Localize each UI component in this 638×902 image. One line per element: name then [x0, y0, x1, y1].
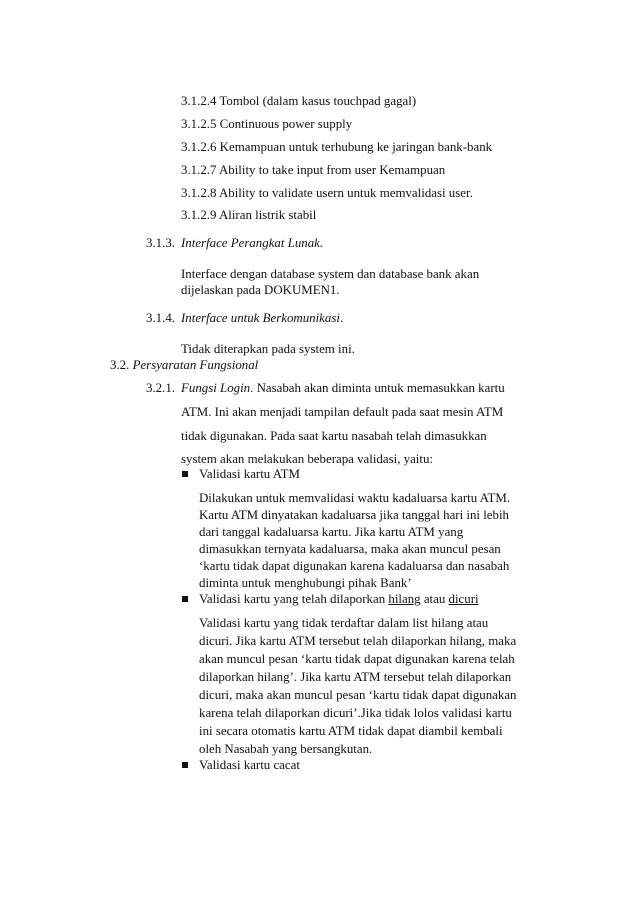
bullet-2-body-line: dicuri. Jika kartu ATM tersebut telah dilaporkan hilang, maka: [199, 634, 517, 648]
section-3-1-4-body: Tidak diterapkan pada system ini.: [181, 342, 355, 356]
bullet-validasi-kartu-hilang-dicuri: [199, 591, 479, 607]
bullet-1-body-line: Dilakukan untuk memvalidasi waktu kadaluarsa kartu ATM.: [199, 491, 511, 505]
bullet-2-body-line: ini secara otomatis kartu ATM tidak dapat diambil kembali: [199, 724, 503, 738]
section-3-1-3-title: Interface Perangkat Lunak.: [181, 236, 324, 250]
bullet-marker: [182, 596, 188, 602]
bullet-validasi-kartu-atm: Validasi kartu ATM: [199, 467, 300, 481]
bullet-1-body-line: dari tanggal kadaluarsa kartu. Jika kartu ATM yang: [199, 525, 464, 539]
bullet-2-body-line: oleh Nasabah yang bersangkutan.: [199, 742, 373, 756]
section-3-2-number: 3.2.: [110, 358, 130, 372]
subitem-3128: 3.1.2.8 Ability to validate usern untuk memvalidasi user.: [181, 186, 473, 200]
bullet-1-body-line: Kartu ATM dinyatakan kadaluarsa jika tanggal hari ini lebih: [199, 508, 509, 522]
bullet-2-label-dicuri: dicuri: [448, 592, 479, 606]
bullet-1-body-line: diminta untuk menghubungi pihak Bank’: [199, 576, 412, 590]
bullet-1-body-line: dimasukkan ternyata kadaluarsa, maka akan muncul pesan: [199, 542, 501, 556]
bullet-2-body-line: Validasi kartu yang tidak terdaftar dalam list hilang atau: [199, 616, 489, 630]
section-3-1-3-body-line: Interface dengan database system dan database bank akan: [181, 267, 480, 281]
subitem-3125: 3.1.2.5 Continuous power supply: [181, 117, 353, 131]
section-3-2-1-title: Fungsi Login: [181, 381, 251, 395]
section-3-2-heading: [110, 357, 258, 373]
bullet-marker: [182, 762, 188, 768]
section-3-1-3-body-line: dijelaskan pada DOKUMEN1.: [181, 283, 340, 297]
bullet-validasi-kartu-cacat: Validasi kartu cacat: [199, 758, 300, 772]
bullet-2-body-line: karena telah dilaporkan dicuri’.Jika tidak lolos validasi kartu: [199, 706, 512, 720]
bullet-2-label-pre: Validasi kartu yang telah dilaporkan: [199, 592, 389, 606]
bullet-2-label-hilang: hilang: [388, 592, 421, 606]
section-3-2-1-first-line-rest: . Nasabah akan diminta untuk memasukkan kartu: [250, 381, 505, 395]
bullet-marker: [182, 471, 188, 477]
section-3-1-3-number: 3.1.3.: [146, 236, 176, 250]
bullet-2-label-mid: atau: [420, 592, 449, 606]
bullet-2-body-line: dicuri, maka akan muncul pesan ‘kartu tidak dapat digunakan: [199, 688, 517, 702]
subitem-3126: 3.1.2.6 Kemampuan untuk terhubung ke jaringan bank-bank: [181, 140, 493, 154]
section-3-2-1-first-line: [181, 380, 505, 396]
subitem-3127: 3.1.2.7 Ability to take input from user Kemampuan: [181, 163, 446, 177]
subitem-3129: 3.1.2.9 Aliran listrik stabil: [181, 208, 317, 222]
bullet-2-body-line: akan muncul pesan ‘kartu tidak dapat digunakan karena telah: [199, 652, 515, 666]
section-3-1-4-title: Interface untuk Berkomunikasi: [181, 311, 340, 325]
bullet-1-body-line: ‘kartu tidak dapat digunakan karena kadaluarsa dan nasabah: [199, 559, 510, 573]
section-3-2-1-number: 3.2.1.: [146, 381, 176, 395]
section-3-2-1-line: tidak digunakan. Pada saat kartu nasabah telah dimasukkan: [181, 429, 487, 443]
bullet-2-body-line: dilaporkan hilang’. Jika kartu ATM tersebut telah dilaporkan: [199, 670, 512, 684]
section-3-1-4-number: 3.1.4.: [146, 311, 176, 325]
section-3-1-4-heading: [181, 310, 343, 326]
section-3-2-1-line: system akan melakukan beberapa validasi, yaitu:: [181, 452, 433, 466]
subitem-3124: 3.1.2.4 Tombol (dalam kasus touchpad gagal): [181, 94, 417, 108]
section-3-2-1-line: ATM. Ini akan menjadi tampilan default pada saat mesin ATM: [181, 405, 504, 419]
section-3-2-title: Persyaratan Fungsional: [132, 358, 259, 372]
section-3-1-4-title-end: .: [339, 311, 344, 325]
